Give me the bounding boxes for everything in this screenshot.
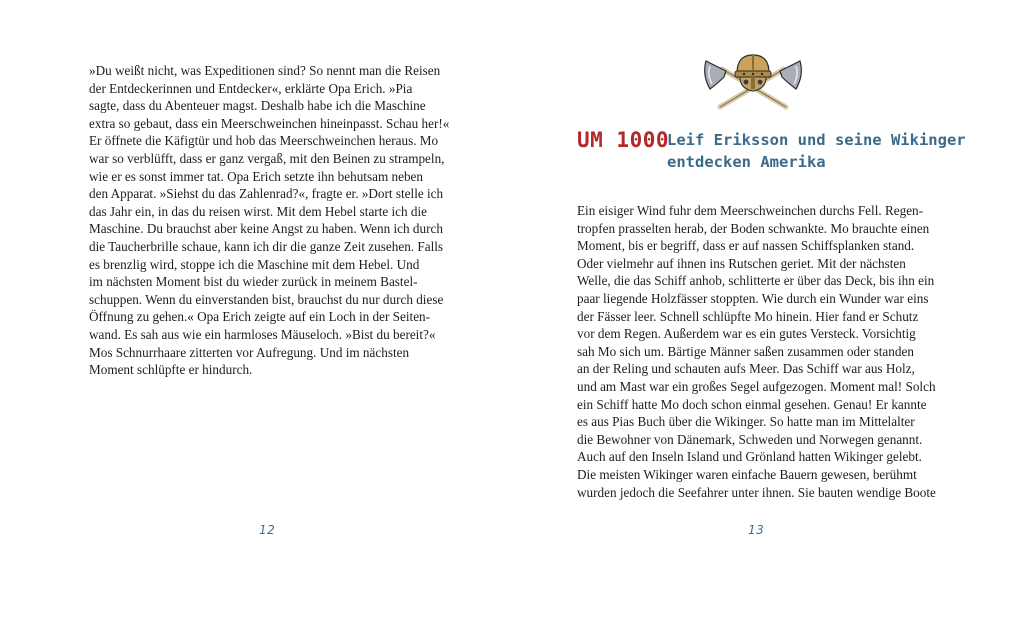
text-line: schuppen. Wenn du einverstanden bist, brauchst du nur durch diese	[89, 291, 444, 307]
chapter-title-line: entdecken Amerika	[667, 153, 826, 171]
text-line: sah Mo sich um. Bärtige Männer saßen zusammen oder standen	[577, 343, 914, 359]
text-line: vor dem Regen. Außerdem war es ein gutes Versteck. Vorsichtig	[577, 326, 916, 342]
text-line: es aus Pias Buch über die Wikinger. So hatte man im Mittelalter	[577, 414, 915, 430]
text-line: Oder vielmehr auf ihnen ins Rutschen geriet. Mit der nächsten	[577, 255, 906, 271]
text-line: war so verblüfft, dass er ganz vergaß, mit den Beinen zu strampeln,	[89, 150, 445, 166]
text-line: das Jahr ein, in das du reisen wirst. Mit dem Hebel starte ich die	[89, 203, 428, 219]
text-line: Er öffnete die Käfigtür und hob das Meerschweinchen heraus. Mo	[89, 133, 439, 149]
text-line: Öffnung zu gehen.« Opa Erich zeigte auf ein Loch in der Seiten-	[89, 309, 431, 325]
text-line: paar liegende Holzfässer stoppten. Wie durch ein Wunder war eins	[577, 290, 929, 306]
text-line: die Bewohner von Dänemark, Schweden und Norwegen genannt.	[577, 431, 923, 447]
text-line: der Fässer leer. Schnell schlüpfte Mo hinein. Hier fand er Schutz	[577, 308, 919, 324]
chapter-title-line: Leif Eriksson und seine Wikinger	[667, 131, 966, 149]
text-line: es brenzlig wird, stoppe ich die Maschine mit dem Hebel. Und	[89, 256, 420, 272]
text-line: Auch auf den Inseln Island und Grönland hatten Wikinger gelebt.	[577, 449, 922, 465]
text-line: »Du weißt nicht, was Expeditionen sind? So nennt man die Reisen	[89, 63, 441, 78]
text-line: Moment schlüpfte er hindurch.	[89, 362, 253, 378]
text-line: den Apparat. »Siehst du das Zahlenrad?«, fragte er. »Dort stelle ich	[89, 186, 444, 202]
text-line: Ein eisiger Wind fuhr dem Meerschweinchen durchs Fell. Regen-	[577, 203, 924, 218]
page-number-left: 12	[259, 523, 276, 537]
text-line: der Entdeckerinnen und Entdecker«, erklärte Opa Erich. »Pia	[89, 80, 413, 96]
text-line: Welle, die das Schiff anhob, schlitterte er über das Deck, bis ihn ein	[577, 273, 935, 289]
right-page	[510, 0, 1020, 622]
left-page-body	[89, 62, 449, 379]
text-line: Maschine. Du brauchst aber keine Angst zu haben. Wenn ich durch	[89, 221, 443, 237]
text-line: Die meisten Wikinger waren einfache Bauern gewesen, berühmt	[577, 466, 917, 482]
text-line: im nächsten Moment bist du wieder zurück in meinem Bastel-	[89, 274, 418, 290]
text-line: sagte, dass du Abenteuer magst. Deshalb habe ich die Maschine	[89, 98, 426, 114]
right-page-body	[577, 202, 947, 501]
viking-helmet-crossed-axes-icon	[700, 51, 806, 113]
page-number-right: 13	[748, 523, 765, 537]
chapter-year: UM 1000	[577, 128, 670, 152]
text-line: an der Reling und schauten aufs Meer. Das Schiff war aus Holz,	[577, 361, 915, 377]
text-line: tropfen prasselten herab, der Boden schwankte. Mo brauchte einen	[577, 220, 930, 236]
text-line: Mos Schnurrhaare zitterten vor Aufregung. Und im nächsten	[89, 344, 410, 360]
chapter-heading	[577, 128, 966, 174]
chapter-title	[667, 129, 966, 173]
text-line: und am Mast war ein großes Segel aufgezogen. Moment mal! Solch	[577, 378, 936, 394]
text-line: wie er es sonst immer tat. Opa Erich setzte ihn behutsam neben	[89, 168, 423, 184]
text-line: die Taucherbrille schaue, kann ich dir die ganze Zeit zusehen. Falls	[89, 238, 444, 254]
text-line: extra so gebaut, dass ein Meerschweinchen hineinpasst. Schau her!«	[89, 115, 450, 131]
text-line: Moment, bis er begriff, dass er auf nassen Schiffsplanken stand.	[577, 238, 915, 254]
text-line: wurden jedoch die Seefahrer unter ihnen. Sie bauten wendige Boote	[577, 484, 936, 500]
text-line: ein Schiff hatte Mo doch schon einmal gesehen. Genau! Er kannte	[577, 396, 927, 412]
text-line: wand. Es sah aus wie ein harmloses Mäuseloch. »Bist du bereit?«	[89, 326, 436, 342]
